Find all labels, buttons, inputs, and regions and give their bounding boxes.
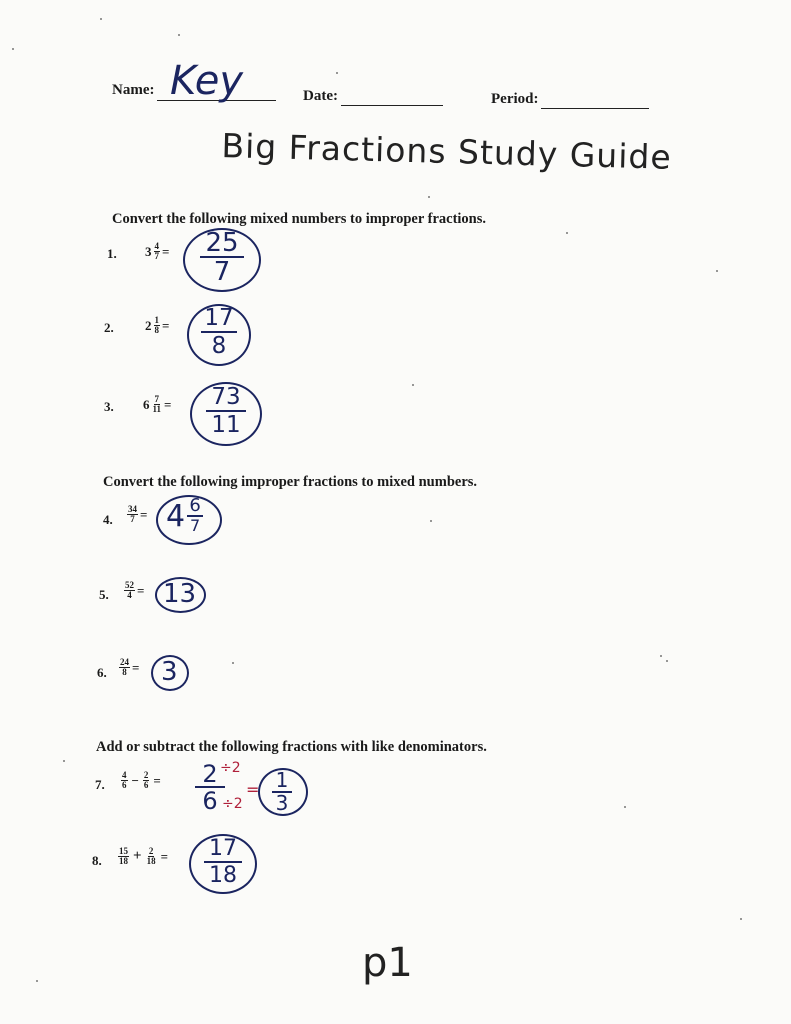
problem-1-question: 3 $\frac{4}{7}$ = [145,241,170,261]
fraction: $\frac{52}{4}$ [125,580,134,600]
answer-4: 4 6 7 [166,497,203,535]
problem-3-question: 6 $\frac{7}{11}$ = [143,394,172,414]
fraction: $\frac{4}{6}$ [122,770,127,790]
fraction: $\frac{34}{7}$ [128,504,137,524]
problem-6-number: 6. [97,665,107,680]
problem-8-question: $\frac{15}{18}$ + $\frac{2}{18}$ = [119,846,168,866]
fraction: $\frac{7}{11}$ [152,394,162,414]
answer-5: 13 [163,579,197,609]
answer-7: 1 3 [271,770,293,814]
answer-8: 17 18 [202,837,244,889]
fraction: $\frac{2}{18}$ [146,846,156,866]
fraction: $\frac{1}{8}$ [154,315,159,335]
date-line [341,105,443,106]
work-divide-top: ÷2 [220,760,241,776]
problem-5-question: $\frac{52}{4}$ = [125,580,145,600]
problem-1-number: 1. [107,246,117,261]
name-label: Name: [112,82,155,98]
problem-4-question: $\frac{34}{7}$ = [128,504,148,524]
answer-6: 3 [161,657,178,687]
page-mark: p1 [362,940,413,986]
period-label: Period: [491,91,539,107]
work-divide-bottom: ÷2 [222,796,243,812]
problem-2-question: 2 $\frac{1}{8}$ = [145,315,170,335]
problem-8-number: 8. [92,853,102,868]
answer-1: 25 7 [199,230,245,286]
section-2-instruction: Convert the following improper fractions to mixed numbers. [103,474,478,490]
problem-6-question: $\frac{24}{8}$ = [120,657,140,677]
whole-number: 3 [145,243,152,259]
fraction: $\frac{15}{18}$ [119,846,128,866]
fraction: $\frac{24}{8}$ [120,657,129,677]
answer-2: 17 8 [199,306,239,360]
problem-7-number: 7. [95,777,105,792]
page-title: Big Fractions Study Guide [220,126,673,177]
section-3-instruction: Add or subtract the following fractions with like denominators. [96,739,487,755]
problem-4-number: 4. [103,512,113,527]
problem-7-question: $\frac{4}{6}$ − $\frac{2}{6}$ = [122,770,161,790]
date-label: Date: [303,88,338,104]
work-equals: = [246,780,260,799]
problem-5-number: 5. [99,587,109,602]
whole-number: 6 [143,396,150,412]
problem-3-number: 3. [104,399,114,414]
name-value: Key [170,58,244,104]
fraction: $\frac{2}{6}$ [143,770,149,790]
answer-3: 73 11 [203,385,249,439]
fraction: $\frac{4}{7}$ [154,241,159,261]
section-1-instruction: Convert the following mixed numbers to improper fractions. [112,211,487,227]
problem-2-number: 2. [104,320,114,335]
whole-number: 2 [145,317,152,333]
work-fraction-7: 2 6 [195,762,225,814]
period-line [541,108,649,109]
